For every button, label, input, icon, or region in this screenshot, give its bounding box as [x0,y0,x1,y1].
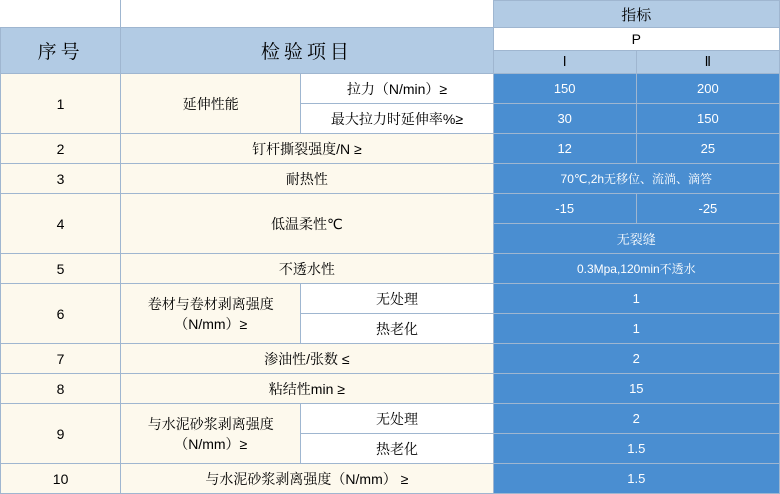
row-no: 9 [1,404,121,464]
table-row [1,464,780,494]
row-no: 4 [1,194,121,254]
row-value-2: 25 [636,134,779,164]
row-no: 5 [1,254,121,284]
row-sub-label: 热老化 [301,314,493,344]
row-item: 低温柔性℃ [121,194,493,254]
row-item [121,404,301,464]
row-no: 6 [1,284,121,344]
row-value-1: 30 [493,104,636,134]
header-blank-item [121,1,493,28]
header-product: P [493,28,779,51]
row-value-span: 1 [493,314,779,344]
table-row [1,374,780,404]
row-item: 不透水性 [121,254,493,284]
row-no: 3 [1,164,121,194]
row-item: 延伸性能 [121,74,301,134]
header-indicator: 指标 [493,1,779,28]
table-row [1,194,780,224]
table-row [1,254,780,284]
row-value-span: 70℃,2h无移位、流淌、滴答 [493,164,779,194]
row-value-1: 150 [493,74,636,104]
row-no: 7 [1,344,121,374]
header-grade-2: Ⅱ [636,51,779,74]
header-col-no: 序号 [1,28,121,74]
table-row [1,164,780,194]
row-value-1: -15 [493,194,636,224]
row-item: 耐热性 [121,164,493,194]
row-sub-label: 热老化 [301,434,493,464]
row-item-line1: 与水泥砂浆剥离强度 [147,415,274,432]
row-value-span: 1 [493,284,779,314]
header-col-item: 检验项目 [121,28,493,74]
row-sub-label: 拉力（N/min）≥ [301,74,493,104]
table-row [1,344,780,374]
row-item: 与水泥砂浆剥离强度（N/mm） ≥ [121,464,493,494]
row-no: 8 [1,374,121,404]
row-value-2: 150 [636,104,779,134]
row-no: 10 [1,464,121,494]
header-blank-no [1,1,121,28]
row-no: 1 [1,74,121,134]
row-value-span: 1.5 [493,434,779,464]
row-item: 粘结性min ≥ [121,374,493,404]
row-item-line2: （N/mm）≥ [174,315,248,332]
row-item-line1: 卷材与卷材剥离强度 [147,295,274,312]
row-value-span: 15 [493,374,779,404]
row-item [121,284,301,344]
table-row [1,284,780,314]
row-value-span: 2 [493,344,779,374]
row-sub-label: 无处理 [301,284,493,314]
row-value-2: 200 [636,74,779,104]
table-row [1,74,780,104]
header-row-indicator [1,1,780,28]
table-row [1,404,780,434]
row-value-span: 0.3Mpa,120min不透水 [493,254,779,284]
row-value-span: 无裂缝 [493,224,779,254]
row-sub-label: 最大拉力时延伸率%≥ [301,104,493,134]
header-grade-1: Ⅰ [493,51,636,74]
row-value-1: 12 [493,134,636,164]
row-no: 2 [1,134,121,164]
row-item-line2: （N/mm）≥ [174,435,248,452]
row-sub-label: 无处理 [301,404,493,434]
table-row [1,134,780,164]
row-value-2: -25 [636,194,779,224]
row-value-span: 1.5 [493,464,779,494]
header-row-product [1,28,780,51]
row-value-span: 2 [493,404,779,434]
row-item: 渗油性/张数 ≤ [121,344,493,374]
row-item: 钉杆撕裂强度/N ≥ [121,134,493,164]
